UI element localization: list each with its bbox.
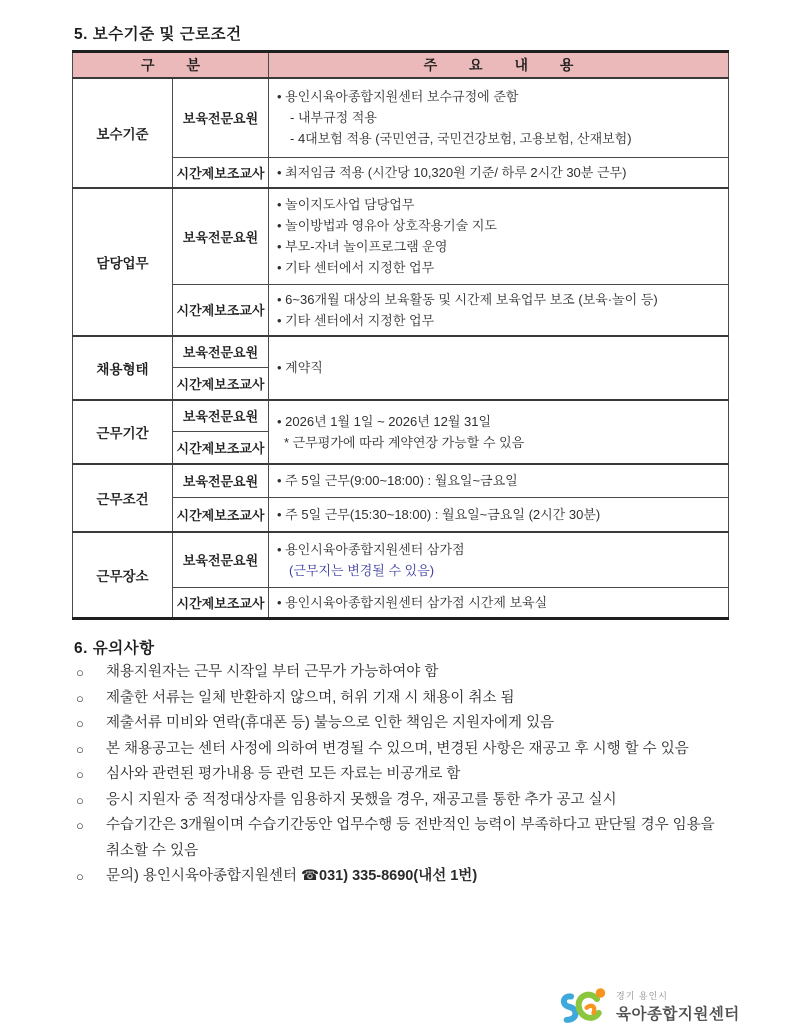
note-text: 제출한 서류는 일체 반환하지 않으며, 허위 기재 시 채용이 취소 됨 <box>106 689 515 706</box>
category-work-conditions: 근무조건 <box>73 464 173 532</box>
content-line: • 용인시육아종합지원센터 삼가점 <box>277 541 465 557</box>
circle-bullet-icon: ○ <box>76 792 84 808</box>
cell-content <box>269 464 729 498</box>
circle-bullet-icon: ○ <box>76 741 84 757</box>
contact-phone: ☎031) 335-8690(내선 1번) <box>300 868 478 884</box>
list-item <box>76 660 738 686</box>
category-work-location: 근무장소 <box>73 532 173 619</box>
logo-region-text: 경기 용인시 <box>616 990 668 1001</box>
circle-bullet-icon: ○ <box>76 869 84 884</box>
content-line: * 근무평가에 따라 계약연장 가능할 수 있음 <box>284 434 525 450</box>
table-row <box>73 400 729 432</box>
sub-label: 보육전문요원 <box>173 532 269 588</box>
sub-label: 보육전문요원 <box>173 400 269 432</box>
content-line: • 용인시육아종합지원센터 삼가점 시간제 보육실 <box>277 595 548 610</box>
table-row <box>73 464 729 498</box>
cell-content <box>269 400 729 464</box>
sub-label: 보육전문요원 <box>173 78 269 158</box>
category-pay: 보수기준 <box>73 78 173 189</box>
pay-conditions-table <box>72 50 729 620</box>
list-item <box>76 711 738 737</box>
content-line: • 주 5일 근무(15:30~18:00) : 월요일~금요일 (2시간 30분) <box>277 506 601 522</box>
table-header-row <box>73 52 729 78</box>
sub-label: 보육전문요원 <box>173 464 269 498</box>
list-item <box>76 686 738 712</box>
circle-bullet-icon: ○ <box>76 767 84 782</box>
list-item <box>76 762 738 788</box>
content-line-note: (근무지는 변경될 수 있음) <box>289 562 435 578</box>
cell-content <box>269 188 729 284</box>
note-text: 제출서류 미비와 연락(휴대폰 등) 불능으로 인한 책임은 지원자에게 있음 <box>106 715 555 731</box>
note-text: 응시 지원자 중 적정대상자를 임용하지 못했을 경우, 재공고를 통한 추가 공고 실시 <box>106 791 617 808</box>
list-item <box>76 737 738 763</box>
table-row <box>73 532 729 588</box>
logo-name-text: 육아종합지원센터 <box>616 1005 740 1023</box>
content-line: • 놀이방법과 영유아 상호작용기술 지도 <box>277 218 497 234</box>
table-row <box>73 78 729 158</box>
list-item <box>76 813 738 864</box>
sub-label: 시간제보조교사 <box>173 368 269 400</box>
sub-label: 보육전문요원 <box>173 336 269 368</box>
logo-text <box>616 989 740 1024</box>
note-text: 본 채용공고는 센터 사정에 의하여 변경될 수 있으며, 변경된 사항은 재공고 후 시행 할 수 있음 <box>106 740 689 757</box>
content-line: • 계약직 <box>277 360 323 375</box>
cell-content <box>269 158 729 189</box>
cell-content <box>269 532 729 588</box>
circle-bullet-icon: ○ <box>76 665 84 680</box>
header-content: 주 요 내 용 <box>269 52 729 78</box>
list-item <box>76 788 738 814</box>
sub-label: 보육전문요원 <box>173 188 269 284</box>
center-logo-icon <box>558 984 610 1028</box>
circle-bullet-icon: ○ <box>76 818 84 833</box>
content-line: • 6~36개월 대상의 보육활동 및 시간제 보육업무 보조 (보육·놀이 등) <box>277 291 658 307</box>
category-work-period: 근무기간 <box>73 400 173 464</box>
note-text: 심사와 관련된 평가내용 등 관련 모든 자료는 비공개로 함 <box>106 766 461 782</box>
note-text: 채용지원자는 근무 시작일 부터 근무가 가능하여야 함 <box>106 664 439 680</box>
content-line: • 용인시육아종합지원센터 보수규정에 준함 <box>277 89 519 105</box>
sub-label: 시간제보조교사 <box>173 498 269 532</box>
cell-content <box>269 498 729 532</box>
list-item-contact <box>76 864 738 890</box>
content-line: - 4대보험 적용 (국민연금, 국민건강보험, 고용보험, 산재보험) <box>290 131 632 147</box>
section6-title: 6. 유의사항 <box>74 640 155 657</box>
contact-text <box>106 864 738 890</box>
notes-list <box>76 660 738 890</box>
sub-label: 시간제보조교사 <box>173 158 269 189</box>
content-line: • 주 5일 근무(9:00~18:00) : 월요일~금요일 <box>277 473 518 489</box>
cell-content <box>269 588 729 619</box>
footer-logo <box>558 984 740 1028</box>
contact-prefix: 문의) 용인시육아종합지원센터 <box>106 868 301 884</box>
cell-content <box>269 78 729 158</box>
content-line: - 내부규정 적용 <box>290 110 377 126</box>
sub-label: 시간제보조교사 <box>173 432 269 464</box>
circle-bullet-icon: ○ <box>76 690 84 706</box>
table-row <box>73 188 729 284</box>
cell-content <box>269 336 729 400</box>
content-line: • 2026년 1월 1일 ~ 2026년 12월 31일 <box>277 413 492 429</box>
cell-content <box>269 284 729 336</box>
category-employment-type: 채용형태 <box>73 336 173 400</box>
content-line: • 놀이지도사업 담당업무 <box>277 197 415 213</box>
circle-bullet-icon: ○ <box>76 716 84 731</box>
category-duties: 담당업무 <box>73 188 173 336</box>
table-row <box>73 336 729 368</box>
sub-label: 시간제보조교사 <box>173 284 269 336</box>
sub-label: 시간제보조교사 <box>173 588 269 619</box>
content-line: • 부모-자녀 놀이프로그램 운영 <box>277 239 448 255</box>
content-line: • 기타 센터에서 지정한 업무 <box>277 312 435 328</box>
content-line: • 최저임금 적용 (시간당 10,320원 기준/ 하루 2시간 30분 근무) <box>277 165 627 180</box>
content-line: • 기타 센터에서 지정한 업무 <box>277 260 435 276</box>
note-text: 수습기간은 3개월이며 수습기간동안 업무수행 등 전반적인 능력이 부족하다고 판단될 경우 임용을 취소할 수 있음 <box>106 817 715 859</box>
section5-title: 5. 보수기준 및 근로조건 <box>74 26 242 43</box>
header-category: 구 분 <box>73 52 269 78</box>
